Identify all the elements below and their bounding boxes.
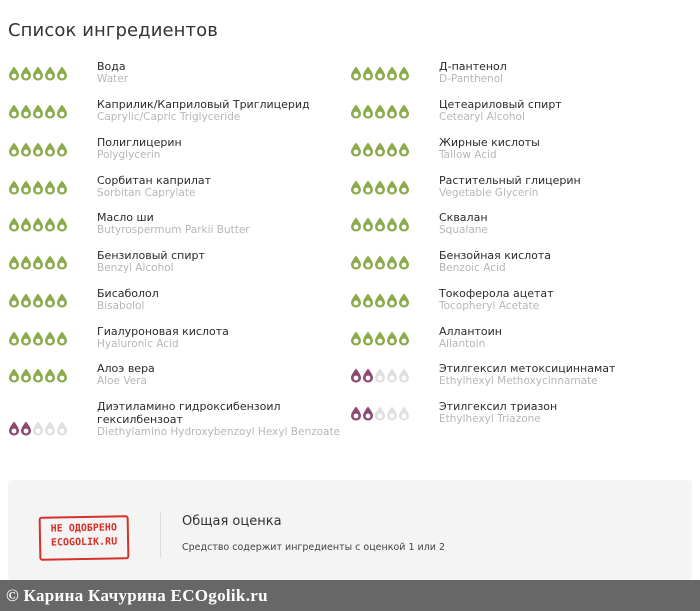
- drop-icon: [350, 368, 362, 383]
- drop-icon: [44, 293, 56, 308]
- ingredient-name-en: Benzoic Acid: [439, 262, 506, 274]
- ingredient-text: [97, 249, 347, 275]
- ingredient-text: [439, 325, 689, 351]
- ingredient-rating: [350, 293, 410, 308]
- drop-icon: [32, 104, 44, 119]
- ingredient-name-en: Vegetable Glycerin: [439, 187, 539, 199]
- drop-icon: [56, 66, 68, 81]
- drop-icon: [362, 406, 374, 421]
- ingredient-text: [97, 60, 347, 86]
- ingredient-rating: [8, 66, 68, 81]
- ingredient-rating: [8, 217, 68, 232]
- drop-icon: [386, 368, 398, 383]
- overall-rating-title: Общая оценка: [182, 514, 282, 529]
- drop-icon: [44, 368, 56, 383]
- ingredient-name-en: Aloe Vera: [97, 375, 147, 387]
- drop-icon: [8, 255, 20, 270]
- ingredient-name-ru: Сорбитан каприлат: [97, 174, 212, 187]
- ingredient-name-en: D-Panthenol: [439, 73, 504, 85]
- ingredient-rating: [8, 293, 68, 308]
- ingredient-rating: [8, 142, 68, 157]
- drop-icon: [350, 104, 362, 119]
- drop-icon: [56, 421, 68, 436]
- overall-rating-text: Средство содержит ингредиенты с оценкой 1 или 2: [182, 542, 446, 553]
- ingredient-name-ru: Сквалан: [439, 211, 488, 224]
- drop-icon: [398, 255, 410, 270]
- ingredient-name-en: Ethylhexyl Triazone: [439, 413, 541, 425]
- ingredient-name-ru: Вода: [97, 60, 126, 73]
- ingredient-rating: [350, 66, 410, 81]
- ingredient-name-en: Tallow Acid: [439, 149, 497, 161]
- drop-icon: [20, 66, 32, 81]
- ingredient-name-en: Butyrospermum Parkii Butter: [97, 224, 250, 236]
- ingredient-name-ru: Бензиловый спирт: [97, 249, 205, 262]
- drop-icon: [8, 217, 20, 232]
- drop-icon: [20, 217, 32, 232]
- ingredient-text: [97, 136, 347, 162]
- drop-icon: [362, 66, 374, 81]
- drop-icon: [56, 180, 68, 195]
- drop-icon: [32, 217, 44, 232]
- ingredient-name-en: Diethylamino Hydroxybenzoyl Hexyl Benzoate: [97, 426, 341, 438]
- drop-icon: [44, 142, 56, 157]
- ingredient-name-en: Benzyl Alcohol: [97, 262, 174, 274]
- ingredient-name-en: Squalane: [439, 224, 488, 236]
- ingredient-rating: [8, 255, 68, 270]
- drop-icon: [8, 66, 20, 81]
- ingredient-text: [439, 362, 689, 388]
- ingredient-rating: [8, 368, 68, 383]
- drop-icon: [8, 104, 20, 119]
- drop-icon: [362, 368, 374, 383]
- drop-icon: [44, 255, 56, 270]
- ingredient-name-ru: Растительный глицерин: [439, 174, 581, 187]
- drop-icon: [362, 255, 374, 270]
- ingredient-text: [97, 98, 347, 124]
- drop-icon: [362, 142, 374, 157]
- drop-icon: [44, 421, 56, 436]
- drop-icon: [374, 66, 386, 81]
- drop-icon: [386, 217, 398, 232]
- drop-icon: [386, 331, 398, 346]
- drop-icon: [8, 421, 20, 436]
- not-approved-stamp: [39, 515, 130, 561]
- drop-icon: [20, 293, 32, 308]
- drop-icon: [32, 293, 44, 308]
- ingredient-text: [439, 400, 689, 426]
- drop-icon: [398, 180, 410, 195]
- ingredient-name-ru: Аллантоин: [439, 325, 502, 338]
- drop-icon: [350, 180, 362, 195]
- ingredient-name-en: Sorbitan Caprylate: [97, 187, 196, 199]
- ingredient-rating: [350, 180, 410, 195]
- drop-icon: [398, 104, 410, 119]
- ingredient-name-ru: Бензойная кислота: [439, 249, 552, 262]
- ingredient-name-en: Cetearyl Alcohol: [439, 111, 525, 123]
- ingredient-text: [439, 249, 689, 275]
- ingredient-text: [97, 287, 347, 313]
- drop-icon: [56, 104, 68, 119]
- drop-icon: [350, 217, 362, 232]
- drop-icon: [44, 66, 56, 81]
- drop-icon: [32, 142, 44, 157]
- ingredient-rating: [350, 217, 410, 232]
- ingredient-name-ru: Жирные кислоты: [439, 136, 540, 149]
- drop-icon: [386, 180, 398, 195]
- drop-icon: [32, 66, 44, 81]
- drop-icon: [20, 180, 32, 195]
- drop-icon: [362, 217, 374, 232]
- drop-icon: [362, 293, 374, 308]
- drop-icon: [20, 104, 32, 119]
- drop-icon: [32, 180, 44, 195]
- drop-icon: [374, 142, 386, 157]
- ingredient-text: [439, 136, 689, 162]
- drop-icon: [8, 142, 20, 157]
- ingredient-rating: [350, 255, 410, 270]
- ingredient-name-en: Hyaluronic Acid: [97, 338, 179, 350]
- drop-icon: [8, 331, 20, 346]
- ingredient-name-ru: Гиалуроновая кислота: [97, 325, 229, 338]
- drop-icon: [8, 293, 20, 308]
- ingredient-name-en: Water: [97, 73, 129, 85]
- drop-icon: [386, 293, 398, 308]
- ingredient-text: [439, 211, 689, 237]
- drop-icon: [374, 331, 386, 346]
- ingredient-name-ru: Диэтиламино гидроксибензоил гексилбензоат: [97, 400, 281, 426]
- drop-icon: [56, 217, 68, 232]
- drop-icon: [20, 142, 32, 157]
- ingredient-rating: [8, 104, 68, 119]
- ingredient-name-ru: Бисаболол: [97, 287, 159, 300]
- drop-icon: [350, 66, 362, 81]
- drop-icon: [398, 368, 410, 383]
- drop-icon: [44, 217, 56, 232]
- drop-icon: [56, 142, 68, 157]
- drop-icon: [20, 421, 32, 436]
- ingredient-rating: [350, 406, 410, 421]
- divider: [160, 512, 161, 558]
- ingredient-name-en: Allantoin: [439, 338, 486, 350]
- drop-icon: [386, 66, 398, 81]
- drop-icon: [20, 331, 32, 346]
- drop-icon: [32, 368, 44, 383]
- drop-icon: [350, 293, 362, 308]
- ingredient-rating: [8, 421, 68, 436]
- drop-icon: [386, 406, 398, 421]
- ingredient-text: [97, 400, 347, 439]
- drop-icon: [350, 142, 362, 157]
- drop-icon: [398, 293, 410, 308]
- overall-rating-panel: [8, 480, 692, 580]
- ingredient-text: [439, 287, 689, 313]
- drop-icon: [374, 406, 386, 421]
- drop-icon: [56, 331, 68, 346]
- drop-icon: [374, 368, 386, 383]
- ingredient-name-ru: Д-пантенол: [439, 60, 507, 73]
- ingredient-rating: [350, 331, 410, 346]
- ingredient-name-ru: Каприлик/Каприловый Триглицерид: [97, 98, 310, 111]
- drop-icon: [20, 255, 32, 270]
- ingredient-text: [97, 211, 347, 237]
- ingredient-name-ru: Полиглицерин: [97, 136, 182, 149]
- ingredient-name-en: Bisabolol: [97, 300, 145, 312]
- drop-icon: [398, 331, 410, 346]
- ingredient-text: [97, 325, 347, 351]
- ingredient-name-ru: Этилгексил метоксициннамат: [439, 362, 616, 375]
- ingredient-text: [97, 362, 347, 388]
- drop-icon: [374, 293, 386, 308]
- drop-icon: [32, 421, 44, 436]
- drop-icon: [374, 255, 386, 270]
- ingredient-name-en: Ethylhexyl Methoxycinnamate: [439, 375, 598, 387]
- ingredient-name-en: Tocopheryl Acetate: [439, 300, 540, 312]
- drop-icon: [398, 406, 410, 421]
- ingredient-rating: [350, 142, 410, 157]
- page-title: Список ингредиентов: [8, 20, 218, 41]
- drop-icon: [44, 104, 56, 119]
- ingredient-rating: [350, 368, 410, 383]
- ingredient-rating: [8, 180, 68, 195]
- drop-icon: [362, 104, 374, 119]
- ingredient-text: [439, 98, 689, 124]
- drop-icon: [398, 217, 410, 232]
- ingredient-name-ru: Токоферола ацетат: [439, 287, 554, 300]
- copyright-watermark: © Карина Качурина ECOgolik.ru: [0, 580, 700, 611]
- ingredient-name-en: Polyglycerin: [97, 149, 161, 161]
- ingredient-name-ru: Цетеариловый спирт: [439, 98, 562, 111]
- drop-icon: [20, 368, 32, 383]
- drop-icon: [362, 331, 374, 346]
- drop-icon: [398, 142, 410, 157]
- drop-icon: [32, 255, 44, 270]
- ingredient-name-ru: Этилгексил триазон: [439, 400, 558, 413]
- drop-icon: [386, 142, 398, 157]
- drop-icon: [8, 180, 20, 195]
- ingredient-rating: [350, 104, 410, 119]
- drop-icon: [44, 180, 56, 195]
- drop-icon: [350, 255, 362, 270]
- drop-icon: [386, 104, 398, 119]
- drop-icon: [56, 255, 68, 270]
- drop-icon: [374, 104, 386, 119]
- drop-icon: [386, 255, 398, 270]
- ingredient-text: [439, 60, 689, 86]
- drop-icon: [374, 180, 386, 195]
- drop-icon: [362, 180, 374, 195]
- ingredient-name-ru: Алоэ вера: [97, 362, 155, 375]
- stamp-line-1: НЕ ОДОБРЕНО: [50, 522, 118, 535]
- drop-icon: [350, 331, 362, 346]
- ingredient-text: [439, 174, 689, 200]
- ingredient-rating: [8, 331, 68, 346]
- drop-icon: [8, 368, 20, 383]
- drop-icon: [56, 368, 68, 383]
- drop-icon: [374, 217, 386, 232]
- ingredient-text: [97, 174, 347, 200]
- ingredient-name-ru: Масло ши: [97, 211, 154, 224]
- drop-icon: [350, 406, 362, 421]
- drop-icon: [32, 331, 44, 346]
- ingredient-name-en: Caprylic/Capric Triglyceride: [97, 111, 241, 123]
- drop-icon: [44, 331, 56, 346]
- drop-icon: [398, 66, 410, 81]
- drop-icon: [56, 293, 68, 308]
- stamp-line-2: ECOGOLIK.RU: [50, 536, 118, 549]
